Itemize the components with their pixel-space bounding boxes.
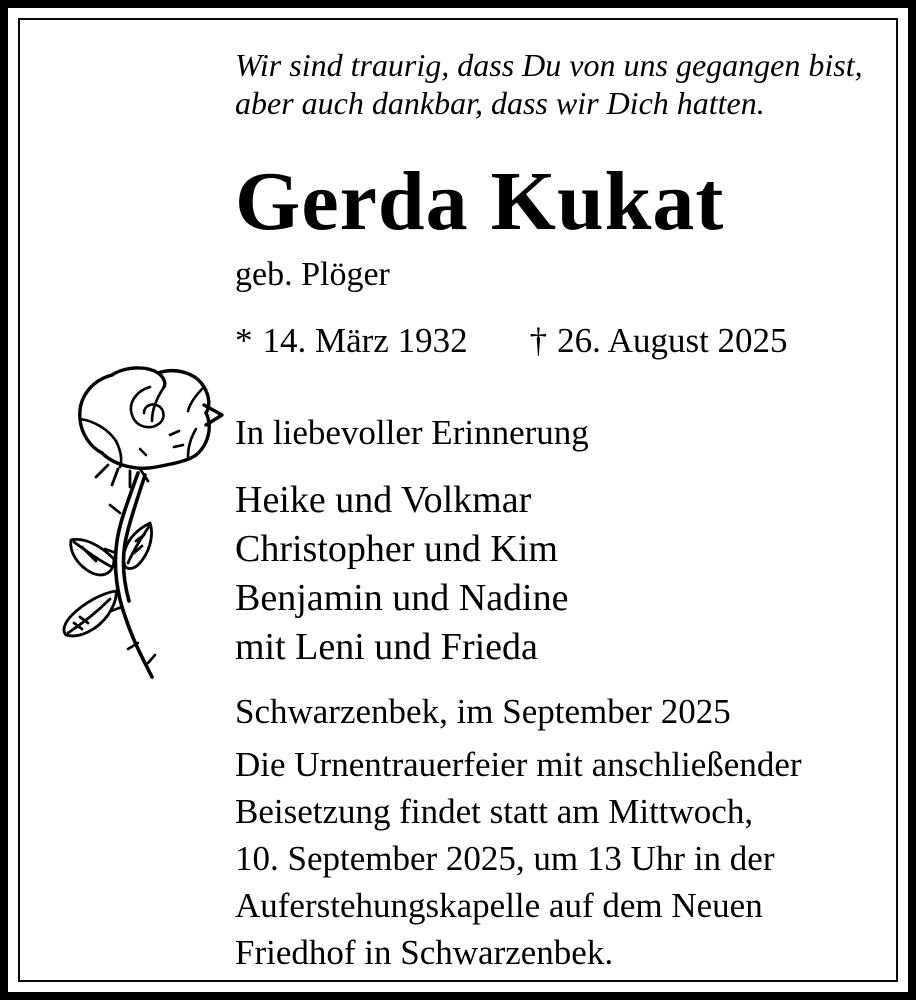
life-dates	[235, 319, 878, 363]
ceremony-line: Die Urnentrauerfeier mit anschließender	[235, 745, 802, 784]
memorial-line: In liebevoller Erinnerung	[235, 413, 589, 452]
death-cross-symbol: †	[529, 321, 548, 360]
intro-line: aber auch dankbar, dass wir Dich hatten.	[235, 85, 765, 121]
deceased-name: Gerda Kukat	[235, 155, 725, 248]
mourner-line: mit Leni und Frieda	[235, 626, 538, 668]
ceremony-line: Friedhof in Schwarzenbek.	[235, 933, 614, 972]
inner-border-frame	[18, 18, 898, 982]
death-date-group	[530, 319, 788, 363]
mourner-line: Christopher und Kim	[235, 528, 558, 570]
birth-date: 14. März 1932	[262, 321, 468, 360]
intro-line: Wir sind traurig, dass Du von uns gegangen bist,	[235, 47, 863, 83]
obituary-content	[20, 20, 896, 980]
ceremony-line: Auferstehungskapelle auf dem Neuen	[235, 886, 763, 925]
mourners-list	[235, 476, 878, 672]
death-date: 26. August 2025	[557, 321, 788, 360]
ceremony-line: Beisetzung findet statt am Mittwoch,	[235, 792, 754, 831]
maiden-name: geb. Plöger	[235, 256, 390, 293]
place-date-line: Schwarzenbek, im September 2025	[235, 692, 731, 731]
ceremony-line: 10. September 2025, um 13 Uhr in der	[235, 839, 775, 878]
birth-star-symbol: *	[235, 321, 253, 360]
birth-date-group	[235, 319, 468, 363]
mourner-line: Heike und Volkmar	[235, 479, 532, 521]
intro-verse	[235, 46, 878, 122]
mourner-line: Benjamin und Nadine	[235, 577, 569, 619]
ceremony-info	[235, 741, 878, 976]
